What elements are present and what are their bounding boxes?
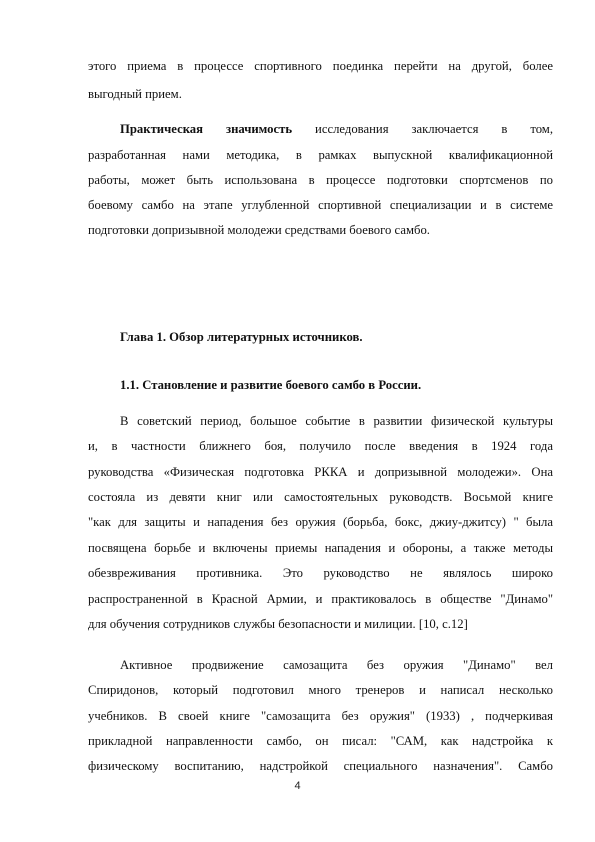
bold-lead: Практическая значимость — [120, 122, 293, 136]
text-fragment: исследования заключается в том, — [315, 122, 554, 136]
section-heading: 1.1. Становление и развитие боевого самбо в России. — [120, 378, 422, 392]
text-line: Спиридонов, который подготовил много тренеров и написал несколько — [88, 683, 553, 697]
text-line: "как для защиты и нападения без оружия (борьба, бокс, джиу-джитсу) " была — [88, 515, 553, 529]
text-line: и, в частности ближнего боя, получило после введения в 1924 года — [88, 439, 553, 453]
text-line: работы, может быть использована в процессе подготовки спортсменов по — [88, 173, 553, 187]
text-line: разработанная нами методика, в рамках выпускной квалификационной — [88, 148, 553, 162]
text-line: обезвреживания противника. Это руководство не являлось широко — [88, 566, 553, 580]
text-line: этого приема в процессе спортивного поединка перейти на другой, более — [88, 59, 553, 73]
text-line: Активное продвижение самозащита без оружия "Динамо" вел — [120, 658, 553, 672]
text-line: физическому воспитанию, надстройкой специального назначения". Самбо — [88, 759, 553, 773]
text-line: руководства «Физическая подготовка РККА и допризывной молодежи». Она — [88, 465, 553, 479]
text-line: для обучения сотрудников службы безопасности и милиции. [10, с.12] — [88, 617, 468, 631]
text-line: В советский период, большое событие в развитии физической культуры — [120, 414, 553, 428]
text-line: выгодный прием. — [88, 87, 182, 101]
chapter-heading: Глава 1. Обзор литературных источников. — [120, 330, 363, 344]
page-number: 4 — [294, 780, 301, 792]
text-line: распространенной в Красной Армии, и практиковалось в обществе "Динамо" — [88, 592, 553, 606]
text-line: боевому самбо на этапе углубленной спортивной специализации и в системе — [88, 198, 553, 212]
text-line: учебников. В своей книге "самозащита без оружия" (1933) , подчеркивая — [88, 709, 553, 723]
text-line: состояла из девяти книг или самостоятельных руководств. Восьмой книге — [88, 490, 553, 504]
text-line — [120, 121, 553, 137]
text-line: посвящена борьбе и включены приемы нападения и обороны, а также методы — [88, 541, 553, 555]
text-line: прикладной направленности самбо, он писал: "САМ, как надстройка к — [88, 734, 553, 748]
text-line: подготовки допризывной молодежи средствами боевого самбо. — [88, 223, 430, 237]
